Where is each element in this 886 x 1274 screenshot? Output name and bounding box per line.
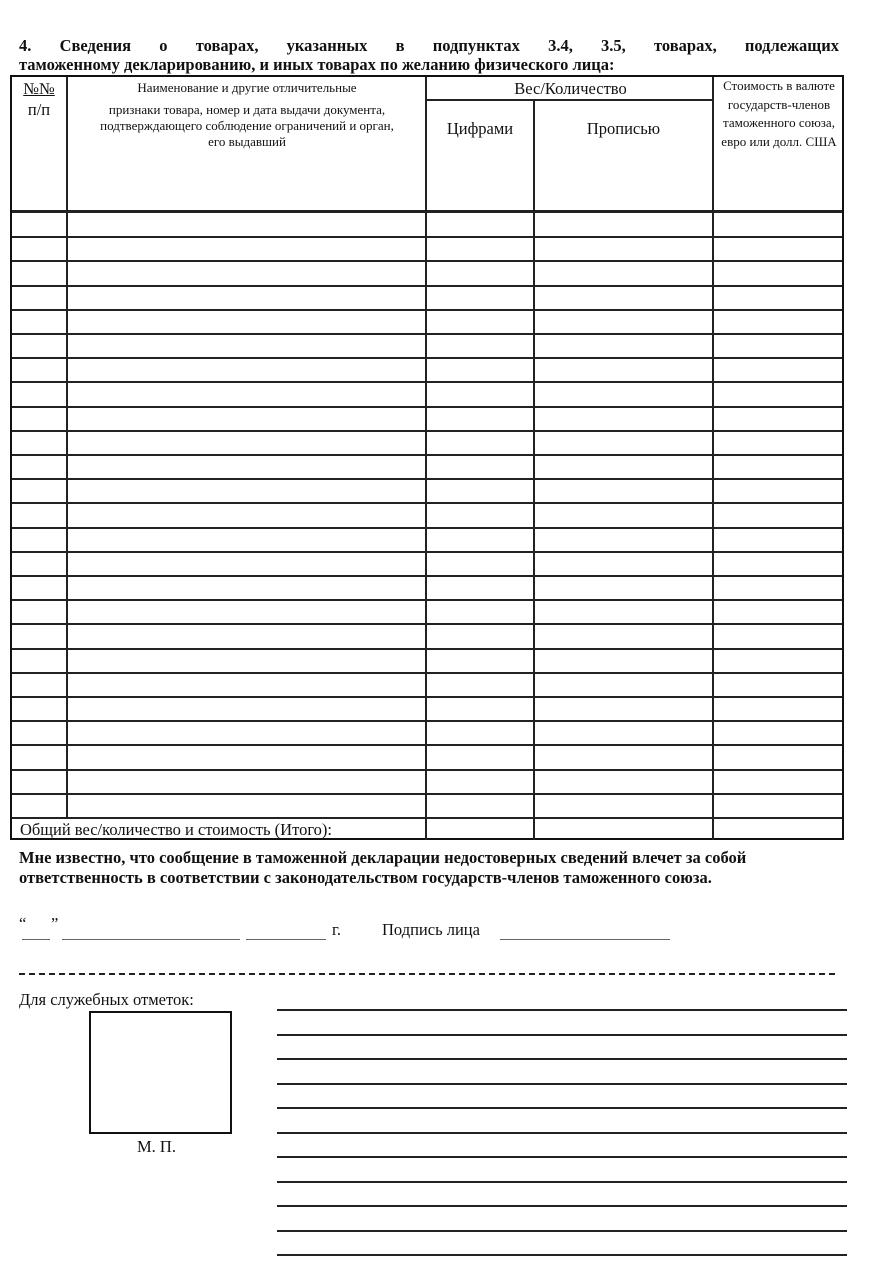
table-cell-value[interactable] [714, 673, 842, 695]
table-cell-name[interactable] [68, 745, 425, 767]
table-cell-value[interactable] [714, 286, 842, 308]
table-cell-words[interactable] [535, 407, 712, 429]
table-cell-words[interactable] [535, 479, 712, 501]
table-row [12, 624, 842, 648]
header-number [12, 79, 66, 119]
table-cell-n[interactable] [12, 213, 66, 235]
header-number-line-2: п/п [27, 100, 51, 119]
header-name-rest: признаки товара, номер и дата выдачи документа, подтверждающего соблюдение ограничений и орган, его выдавший [100, 102, 394, 149]
official-marks-label: Для служебных отметок: [19, 990, 194, 1009]
table-cell-n[interactable] [12, 528, 66, 550]
table-cell-value[interactable] [714, 407, 842, 429]
table-row [12, 382, 842, 406]
table-cell-name[interactable] [68, 600, 425, 622]
signature-label: Подпись лица [382, 920, 480, 939]
table-cell-name[interactable] [68, 407, 425, 429]
table-cell-n[interactable] [12, 503, 66, 525]
table-cell-n[interactable] [12, 576, 66, 598]
table-row [12, 600, 842, 624]
table-cell-digits[interactable] [427, 770, 533, 792]
table-cell-digits[interactable] [427, 261, 533, 283]
table-cell-name[interactable] [68, 237, 425, 259]
note-line[interactable] [277, 1083, 847, 1085]
table-cell-value[interactable] [714, 382, 842, 404]
table-row [12, 528, 842, 552]
table-cell-digits[interactable] [427, 794, 533, 816]
table-cell-digits[interactable] [427, 528, 533, 550]
table-cell-n[interactable] [12, 407, 66, 429]
table-cell-digits[interactable] [427, 407, 533, 429]
table-cell-words[interactable] [535, 286, 712, 308]
table-cell-digits[interactable] [427, 382, 533, 404]
table-cell-n[interactable] [12, 310, 66, 332]
table-row [12, 213, 842, 237]
table-cell-words[interactable] [535, 213, 712, 235]
table-row [12, 794, 842, 818]
table-cell-value[interactable] [714, 237, 842, 259]
table-cell-name[interactable] [68, 286, 425, 308]
table-cell-name[interactable] [68, 721, 425, 743]
table-row [12, 310, 842, 334]
weight-group-divider [425, 99, 714, 101]
table-cell-n[interactable] [12, 552, 66, 574]
table-cell-value[interactable] [714, 552, 842, 574]
signature-field[interactable] [500, 939, 670, 940]
table-cell-n[interactable] [12, 770, 66, 792]
total-value-cell[interactable] [714, 818, 842, 840]
table-cell-value[interactable] [714, 334, 842, 356]
table-cell-value[interactable] [714, 721, 842, 743]
table-cell-words[interactable] [535, 261, 712, 283]
table-cell-name[interactable] [68, 794, 425, 816]
table-cell-n[interactable] [12, 358, 66, 380]
table-cell-digits[interactable] [427, 479, 533, 501]
note-line[interactable] [277, 1132, 847, 1134]
table-cell-n[interactable] [12, 721, 66, 743]
table-row [12, 673, 842, 697]
section-heading-line-2: таможенному декларированию, и иных товарах по желанию физического лица: [19, 55, 615, 74]
table-cell-digits[interactable] [427, 334, 533, 356]
header-digits: Цифрами [446, 119, 514, 138]
year-field[interactable] [246, 939, 326, 940]
section-heading-line-1: 4. Сведения о товарах, указанных в подпунктах 3.4, 3.5, товарах, подлежащих [19, 36, 839, 55]
table-cell-name[interactable] [68, 310, 425, 332]
table-cell-n[interactable] [12, 794, 66, 816]
table-cell-n[interactable] [12, 286, 66, 308]
table-cell-words[interactable] [535, 576, 712, 598]
table-cell-n[interactable] [12, 624, 66, 646]
table-cell-n[interactable] [12, 431, 66, 453]
table-cell-value[interactable] [714, 745, 842, 767]
table-row [12, 770, 842, 794]
note-line[interactable] [277, 1181, 847, 1183]
table-cell-name[interactable] [68, 382, 425, 404]
table-row [12, 479, 842, 503]
table-cell-digits[interactable] [427, 600, 533, 622]
close-quote: ” [51, 914, 59, 933]
open-quote: “ [19, 914, 27, 933]
note-line[interactable] [277, 1107, 847, 1109]
table-cell-words[interactable] [535, 697, 712, 719]
table-row [12, 649, 842, 673]
note-line[interactable] [277, 1009, 847, 1011]
table-cell-words[interactable] [535, 552, 712, 574]
table-cell-n[interactable] [12, 697, 66, 719]
table-cell-words[interactable] [535, 455, 712, 477]
table-cell-digits[interactable] [427, 576, 533, 598]
table-cell-name[interactable] [68, 358, 425, 380]
table-cell-value[interactable] [714, 261, 842, 283]
table-row [12, 261, 842, 285]
table-row [12, 697, 842, 721]
header-name [82, 80, 412, 150]
table-row [12, 358, 842, 382]
table-cell-words[interactable] [535, 624, 712, 646]
note-line[interactable] [277, 1156, 847, 1158]
table-cell-n[interactable] [12, 649, 66, 671]
table-cell-digits[interactable] [427, 624, 533, 646]
table-cell-value[interactable] [714, 649, 842, 671]
table-cell-value[interactable] [714, 600, 842, 622]
table-cell-digits[interactable] [427, 431, 533, 453]
day-field[interactable] [22, 939, 50, 940]
table-cell-name[interactable] [68, 431, 425, 453]
stamp-label: М. П. [137, 1137, 176, 1156]
table-cell-n[interactable] [12, 673, 66, 695]
table-cell-name[interactable] [68, 455, 425, 477]
note-line[interactable] [277, 1058, 847, 1060]
table-row [12, 407, 842, 431]
table-cell-words[interactable] [535, 528, 712, 550]
total-digits-cell[interactable] [427, 818, 533, 840]
stamp-box [89, 1011, 232, 1134]
table-cell-n[interactable] [12, 261, 66, 283]
table-cell-digits[interactable] [427, 286, 533, 308]
header-words: Прописью [586, 119, 661, 138]
table-cell-digits[interactable] [427, 649, 533, 671]
table-cell-name[interactable] [68, 503, 425, 525]
table-cell-name[interactable] [68, 479, 425, 501]
table-cell-value[interactable] [714, 358, 842, 380]
table-cell-words[interactable] [535, 310, 712, 332]
table-row [12, 237, 842, 261]
table-cell-words[interactable] [535, 382, 712, 404]
note-line[interactable] [277, 1205, 847, 1207]
header-name-line-1: Наименование и другие отличительные [137, 80, 357, 95]
table-cell-value[interactable] [714, 213, 842, 235]
table-cell-n[interactable] [12, 334, 66, 356]
table-cell-value[interactable] [714, 528, 842, 550]
table-cell-words[interactable] [535, 334, 712, 356]
cut-line [19, 973, 835, 975]
note-line[interactable] [277, 1230, 847, 1232]
table-cell-words[interactable] [535, 673, 712, 695]
table-cell-n[interactable] [12, 479, 66, 501]
table-cell-digits[interactable] [427, 237, 533, 259]
table-cell-name[interactable] [68, 552, 425, 574]
table-cell-value[interactable] [714, 697, 842, 719]
month-field[interactable] [62, 939, 240, 940]
table-row [12, 286, 842, 310]
table-cell-value[interactable] [714, 794, 842, 816]
table-row [12, 552, 842, 576]
table-cell-digits[interactable] [427, 745, 533, 767]
table-cell-digits[interactable] [427, 358, 533, 380]
table-cell-digits[interactable] [427, 503, 533, 525]
table-cell-name[interactable] [68, 673, 425, 695]
total-label: Общий вес/количество и стоимость (Итого): [20, 820, 333, 839]
goods-table [10, 75, 844, 840]
table-cell-words[interactable] [535, 745, 712, 767]
table-row [12, 503, 842, 527]
table-cell-digits[interactable] [427, 455, 533, 477]
table-cell-words[interactable] [535, 649, 712, 671]
header-weight-group: Вес/Количество [514, 79, 627, 98]
table-cell-digits[interactable] [427, 552, 533, 574]
table-cell-value[interactable] [714, 310, 842, 332]
table-cell-value[interactable] [714, 455, 842, 477]
table-row [12, 455, 842, 479]
table-cell-digits[interactable] [427, 310, 533, 332]
table-cell-value[interactable] [714, 624, 842, 646]
table-row [12, 576, 842, 600]
table-cell-words[interactable] [535, 358, 712, 380]
table-cell-name[interactable] [68, 624, 425, 646]
table-row [12, 745, 842, 769]
table-cell-name[interactable] [68, 697, 425, 719]
table-cell-digits[interactable] [427, 673, 533, 695]
table-cell-name[interactable] [68, 576, 425, 598]
note-line[interactable] [277, 1034, 847, 1036]
table-cell-digits[interactable] [427, 213, 533, 235]
liability-statement: Мне известно, что сообщение в таможенной декларации недостоверных сведений влечет за собой ответственность в соответствии с законодательством государств-членов таможенного союза. [19, 848, 747, 887]
section-heading [19, 36, 839, 74]
table-cell-words[interactable] [535, 237, 712, 259]
table-cell-name[interactable] [68, 649, 425, 671]
table-cell-digits[interactable] [427, 697, 533, 719]
table-cell-n[interactable] [12, 382, 66, 404]
table-cell-value[interactable] [714, 576, 842, 598]
table-cell-n[interactable] [12, 600, 66, 622]
table-row [12, 721, 842, 745]
table-cell-value[interactable] [714, 770, 842, 792]
note-line[interactable] [277, 1254, 847, 1256]
table-cell-n[interactable] [12, 455, 66, 477]
table-cell-name[interactable] [68, 213, 425, 235]
header-value: Стоимость в валюте государств-членов таможенного союза, евро или долл. США [721, 78, 837, 149]
table-cell-words[interactable] [535, 794, 712, 816]
table-cell-words[interactable] [535, 770, 712, 792]
year-suffix: г. [332, 920, 342, 939]
table-cell-name[interactable] [68, 528, 425, 550]
table-cell-name[interactable] [68, 770, 425, 792]
table-row [12, 334, 842, 358]
header-number-line-1: №№ [23, 79, 55, 98]
table-cell-name[interactable] [68, 334, 425, 356]
table-cell-name[interactable] [68, 261, 425, 283]
total-words-cell[interactable] [535, 818, 712, 840]
table-cell-words[interactable] [535, 721, 712, 743]
table-cell-value[interactable] [714, 479, 842, 501]
table-cell-words[interactable] [535, 600, 712, 622]
table-cell-words[interactable] [535, 431, 712, 453]
table-cell-value[interactable] [714, 431, 842, 453]
table-cell-digits[interactable] [427, 721, 533, 743]
table-cell-n[interactable] [12, 237, 66, 259]
table-cell-n[interactable] [12, 745, 66, 767]
table-cell-words[interactable] [535, 503, 712, 525]
table-row [12, 431, 842, 455]
table-cell-value[interactable] [714, 503, 842, 525]
